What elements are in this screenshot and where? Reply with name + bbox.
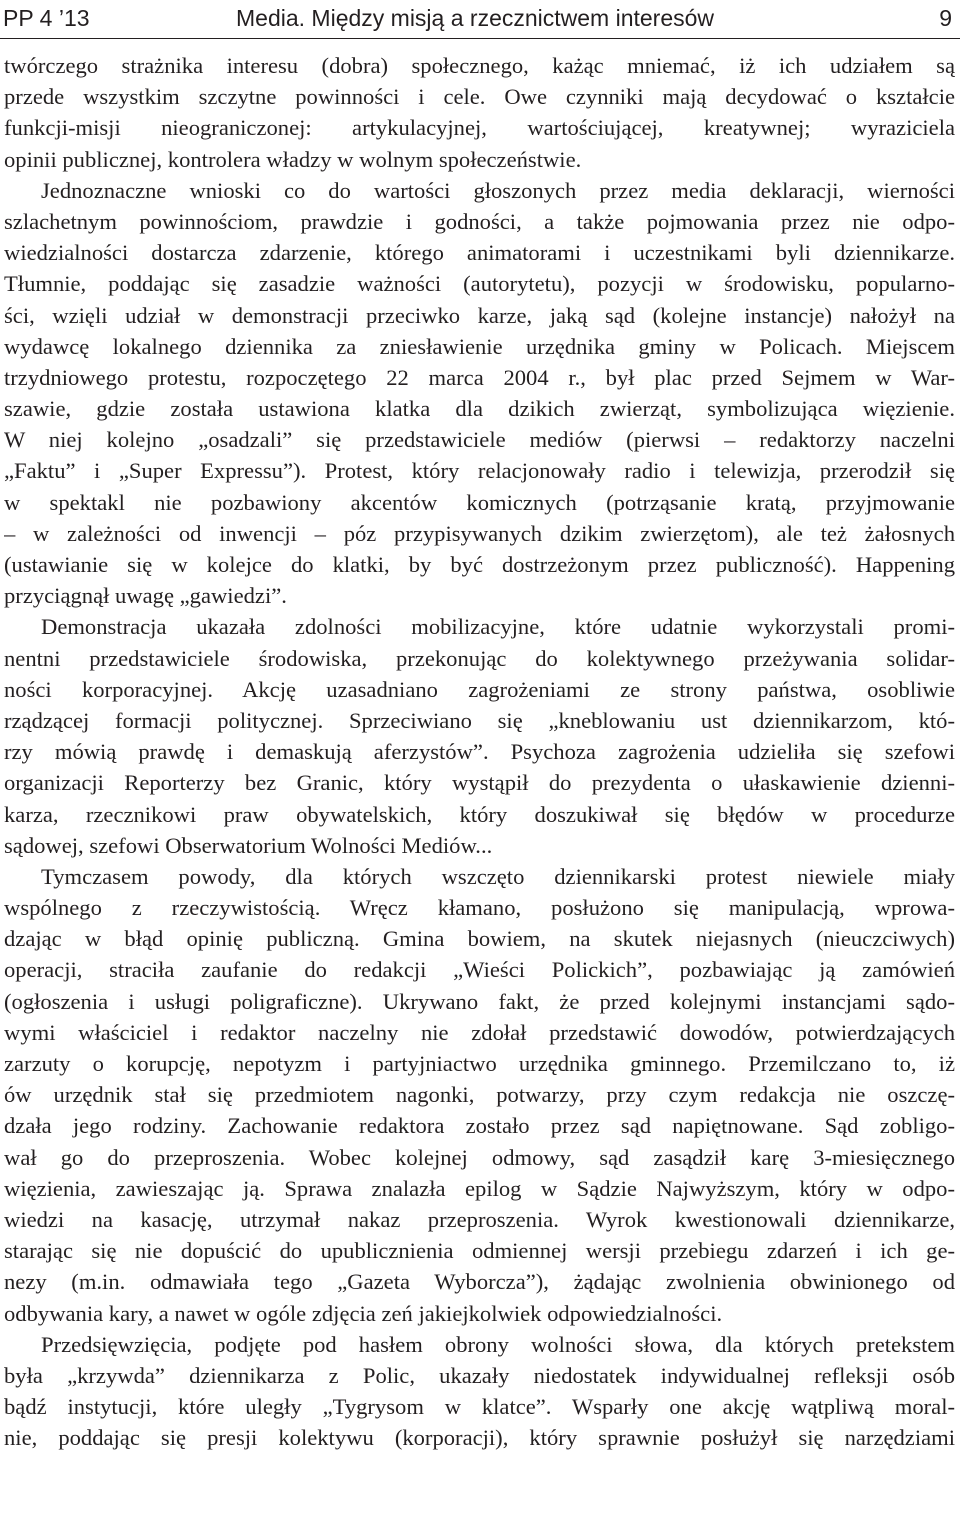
- text-line: funkcji-misji nieograniczonej: artykulacyjnej, wartościującej, kreatywnej; wyraziciela: [4, 115, 955, 141]
- paragraph: [4, 175, 955, 612]
- text-line: nezy (m.in. odmawiała tego „Gazeta Wyborcza”), żądając zwolnienia obwinionego od: [4, 1269, 955, 1295]
- text-line: szlachetnym powinnościom, prawdzie i godności, a także pojmowania przez nie odpo-: [4, 208, 955, 234]
- text-line: W niej kolejno „osadzali” się przedstawiciele mediów (pierwsi – redaktorzy naczelni: [4, 427, 955, 453]
- text-line: Tymczasem powody, dla których wszczęto dziennikarski protest niewiele miały: [41, 863, 955, 889]
- text-line: karza, rzecznikowi praw obywatelskich, który doszukiwał się błędów w procedurze: [4, 801, 955, 827]
- text-line: bądź instytucji, które uległy „Tygrysom w klatce”. Wsparły one akcję wątpliwą moral-: [4, 1394, 955, 1420]
- text-line: przede wszystkim szczytne powinności i cele. Owe czynniki mają decydować o kształcie: [4, 84, 955, 110]
- paragraph: [4, 861, 955, 1329]
- text-line: organizacji Reporterzy bez Granic, który wystąpił do prezydenta o ułaskawienie dzienni-: [4, 770, 955, 796]
- text-line: (ogłoszenia i usługi poligraficzne). Ukrywano fakt, że przed kolejnymi instancjami sądo-: [4, 988, 955, 1014]
- text-line: trzydniowego protestu, rozpoczętego 22 marca 2004 r., był plac przed Sejmem w War-: [4, 364, 955, 390]
- text-line: – w zależności od inwencji – póz przypisywanych dzikim zwierzętom), ale też żałosnych: [4, 520, 955, 546]
- text-line: zarzuty o korupcję, nepotyzm i partyjniactwo urzędnika gminnego. Przemilczano to, iż: [4, 1051, 955, 1076]
- running-header: [0, 0, 960, 40]
- page-number: 9: [939, 5, 952, 31]
- paragraph: [4, 50, 955, 175]
- text-line: rządzącej formacji politycznej. Sprzeciwiano się „kneblowaniu ust dziennikarzom, któ-: [4, 707, 955, 733]
- text-line: sądowej, szefowi Obserwatorium Wolności Mediów...: [4, 832, 493, 858]
- text-line: dzając w błąd opinię publiczną. Gmina bowiem, na skutek niejasnych (nieuczciwych): [4, 926, 955, 952]
- text-line: wiedzialności dostarcza zdarzenie, którego animatorami i uczestnikami byli dziennikarze.: [4, 240, 955, 266]
- text-line: więzienia, zawieszając ją. Sprawa znalazła epilog w Sądzie Najwyższym, który w odpo-: [4, 1175, 955, 1201]
- text-line: była „krzywda” dziennikarza z Polic, ukazały niedostatek indywidualnej refleksji osób: [4, 1362, 955, 1388]
- text-line: wymi właściciel i redaktor naczelny nie zdołał przedstawić dowodów, potwierdzających: [4, 1019, 955, 1045]
- paragraph: [4, 1329, 955, 1454]
- text-line: dzała jego rodziny. Zachowanie redaktora zostało przez sąd napiętnowane. Sąd zobligo-: [4, 1113, 955, 1139]
- article-title: Media. Między misją a rzecznictwem interesów: [236, 5, 715, 31]
- text-line: Jednoznaczne wnioski co do wartości głoszonych przez media deklaracji, wierności: [41, 177, 955, 203]
- text-line: wiedzi na kasację, utrzymał nakaz przeproszenia. Wyrok kwestionowali dziennikarze,: [4, 1206, 955, 1232]
- journal-issue: PP 4 ’13: [3, 5, 90, 31]
- text-line: przyciągnął uwagę „gawiedzi”.: [4, 583, 287, 609]
- text-line: wydawcę lokalnego dziennika za zniesławienie urzędnika gminy w Policach. Miejscem: [4, 333, 955, 359]
- text-line: ów urzędnik stał się przedmiotem nagonki, potwarzy, przy czym redakcja nie oszczę-: [4, 1082, 955, 1108]
- text-line: w spektakl nie pozbawiony akcentów komicznych (potrząsanie kratą, przyjmowanie: [4, 489, 955, 515]
- text-line: odbywania kary, a nawet w ogóle zdjęcia zeń jakiejkolwiek odpowiedzialności.: [4, 1300, 723, 1326]
- text-line: twórczego strażnika interesu (dobra) społecznego, każąc mniemać, iż ich udziałem są: [4, 53, 955, 78]
- article-body: [4, 50, 955, 1453]
- text-line: wspólnego z rzeczywistością. Wręcz kłamano, posłużono się manipulacją, wprowa-: [4, 895, 955, 921]
- text-line: operacji, straciła zaufanie do redakcji „Wieści Polickich”, pozbawiając ją zamówień: [4, 957, 955, 983]
- text-line: Demonstracja ukazała zdolności mobilizacyjne, które udatnie wykorzystali promi-: [41, 614, 955, 640]
- text-line: ności korporacyjnej. Akcję uzasadniano zagrożeniami ze strony państwa, osobliwie: [4, 676, 955, 702]
- text-line: rzy mówią prawdę i demaskują aferzystów”. Psychoza zagrożenia udzieliła się szefowi: [4, 739, 955, 765]
- text-line: ści, wzięli udział w demonstracji przeciwko karze, jaką sąd (kolejne instancje) nałożył na: [4, 302, 955, 328]
- text-line: (ustawianie się w kolejce do klatki, by być dostrzeżonym przez publiczność). Happening: [4, 552, 955, 577]
- text-line: wał go do przeproszenia. Wobec kolejnej odmowy, sąd zasądził karę 3-miesięcznego: [4, 1144, 955, 1170]
- text-line: Przedsięwzięcia, podjęte pod hasłem obrony wolności słowa, dla których pretekstem: [41, 1331, 955, 1357]
- text-line: Tłumnie, poddając się zasadzie ważności (autorytetu), pozycji w środowisku, popularno-: [4, 271, 955, 297]
- text-line: opinii publicznej, kontrolera władzy w wolnym społeczeństwie.: [4, 146, 582, 172]
- text-line: szawie, gdzie została ustawiona klatka dla dzikich zwierząt, symbolizująca więzienie.: [4, 396, 955, 422]
- text-line: „Faktu” i „Super Expressu”). Protest, który relacjonowały radio i telewizja, przerodził się: [4, 458, 955, 484]
- header-divider: [0, 38, 960, 39]
- paragraph: [4, 611, 955, 861]
- text-line: starając się nie dopuścić do upublicznienia odmiennej wersji przebiegu zdarzeń i ich ge-: [4, 1238, 955, 1264]
- text-line: nentni przedstawiciele środowiska, przekonując do kolektywnego przeżywania solidar-: [4, 645, 955, 671]
- text-line: nie, poddając się presji kolektywu (korporacji), który sprawnie posłużył się narzędziami: [4, 1425, 955, 1451]
